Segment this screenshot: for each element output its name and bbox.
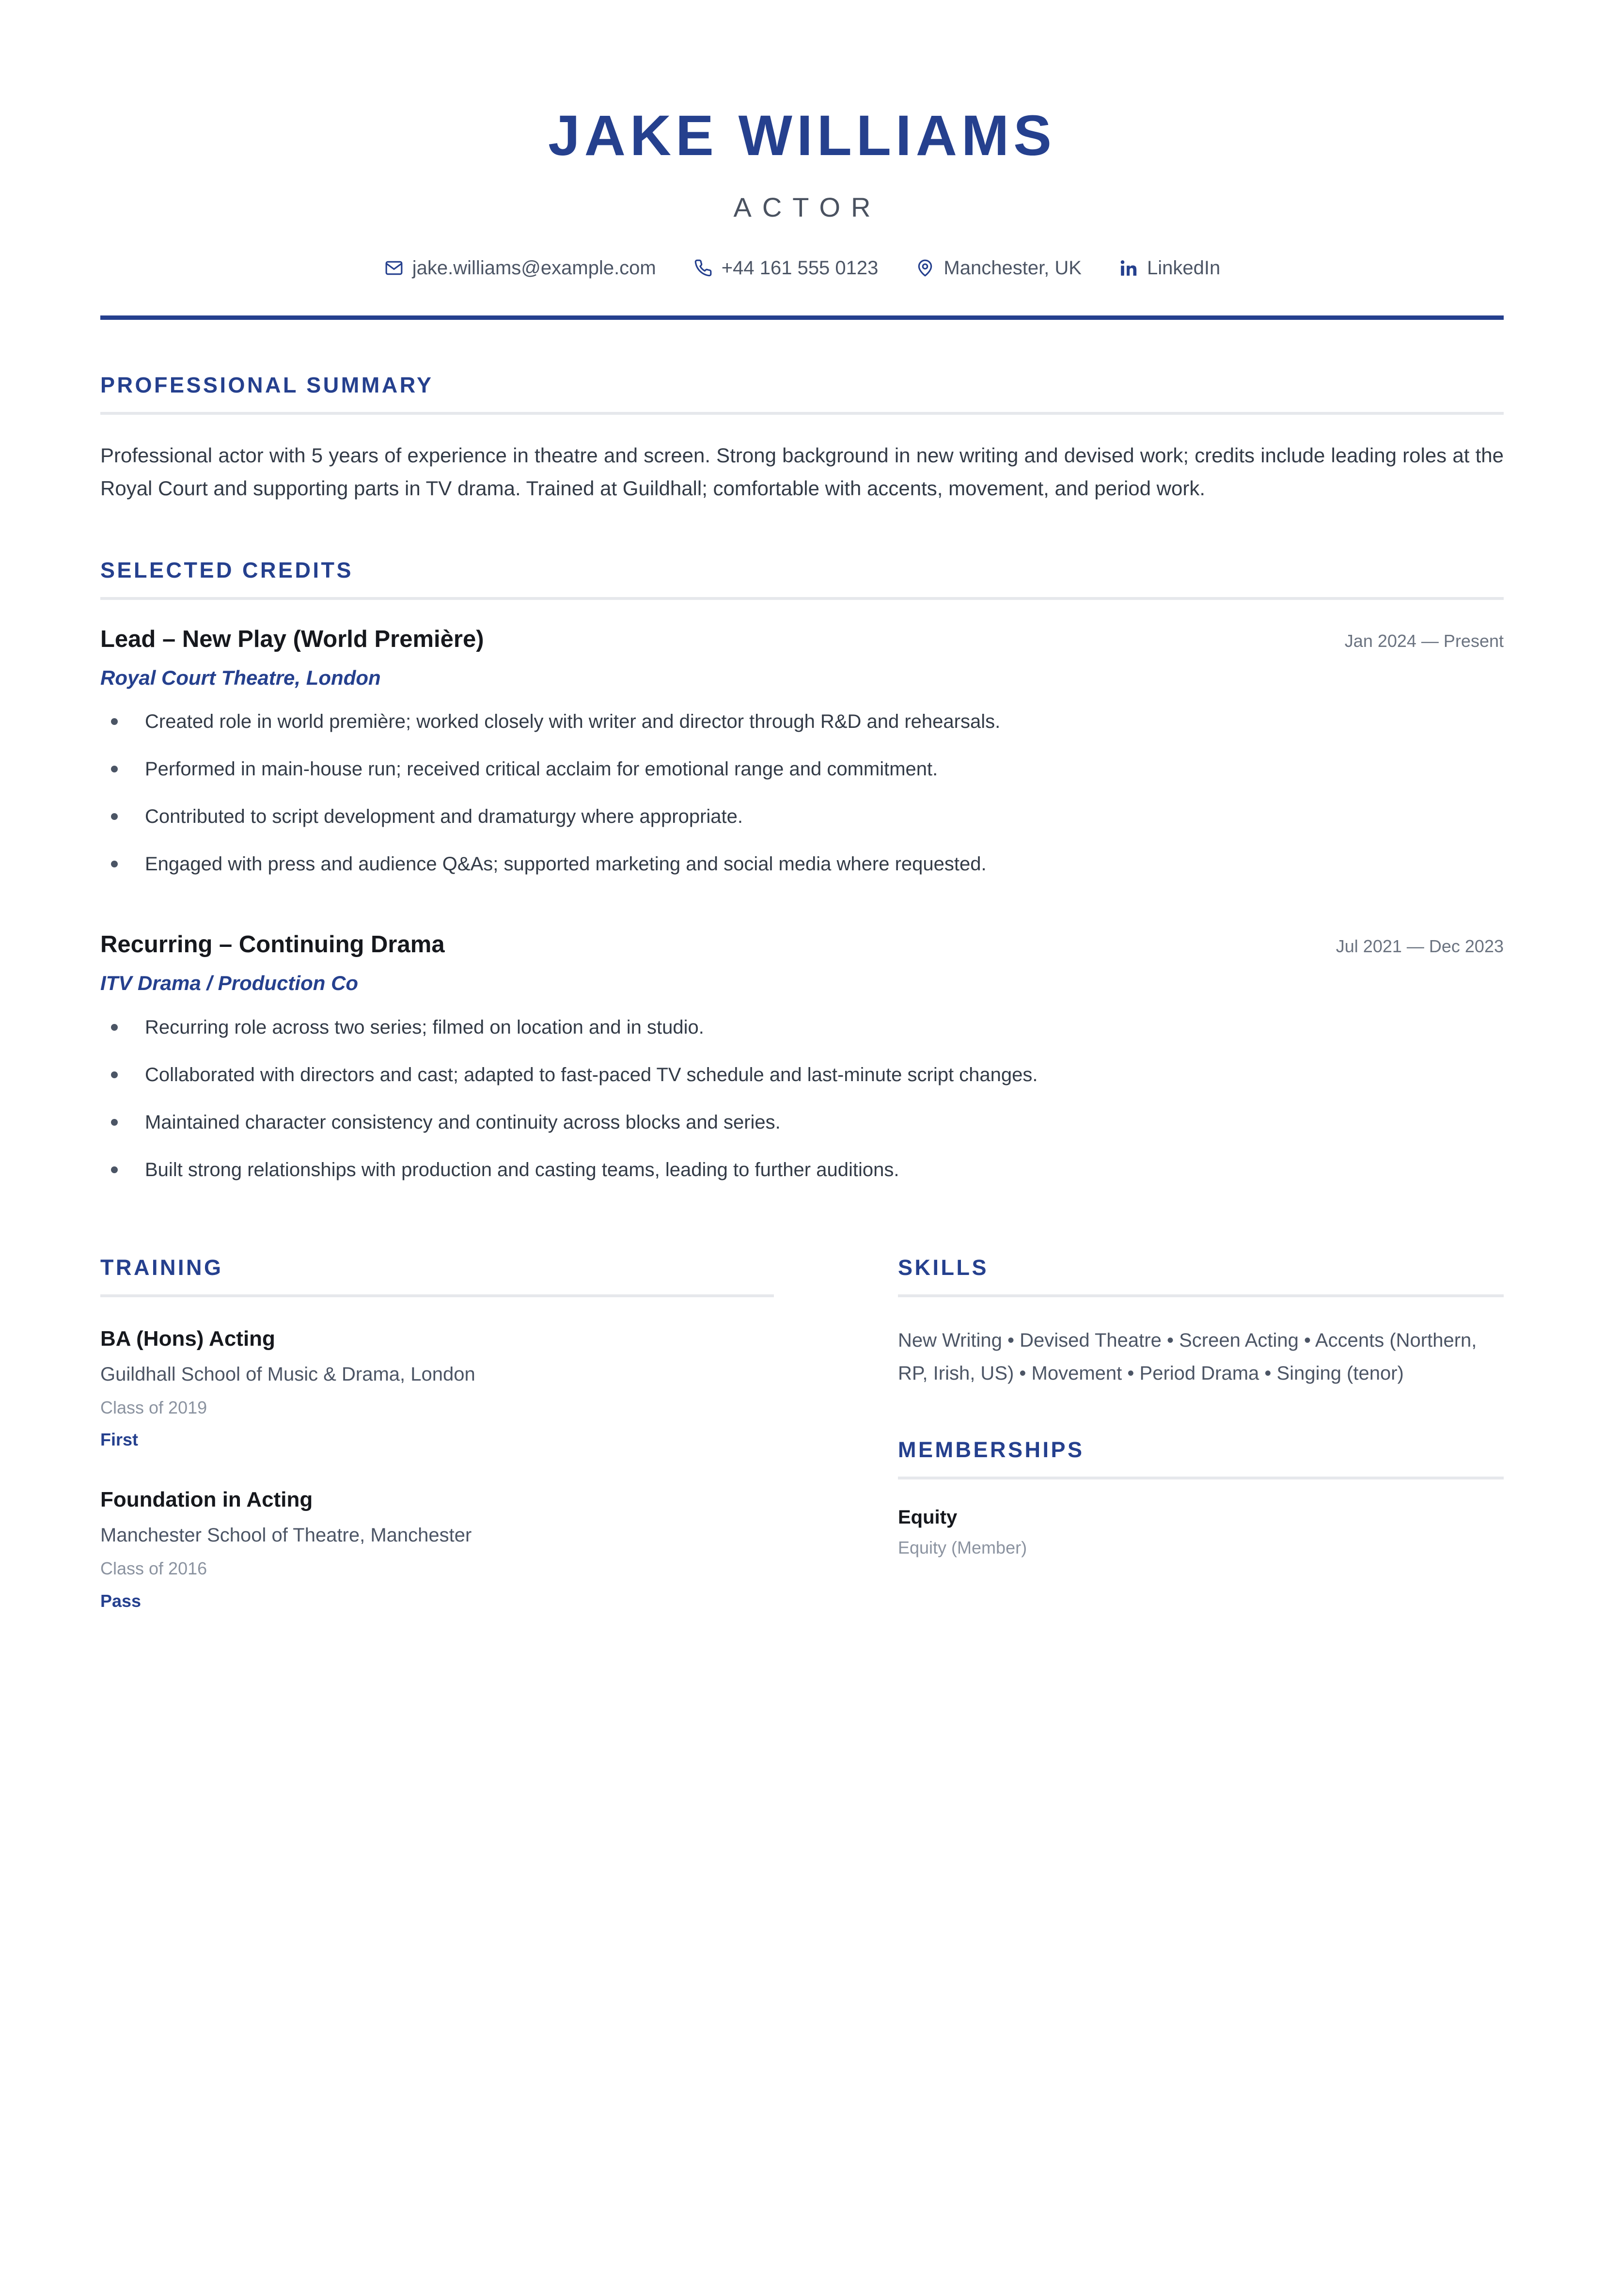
training-degree: BA (Hons) Acting: [100, 1326, 275, 1351]
section-memberships: [898, 1439, 1504, 1559]
section-divider: [100, 412, 1504, 415]
membership-detail: Equity (Member): [898, 1538, 1027, 1558]
linkedin-icon: [1118, 258, 1139, 278]
lower-columns: [100, 1257, 1504, 1613]
training-year: Class of 2019: [100, 1397, 207, 1417]
column-right: [898, 1257, 1504, 1559]
section-selected-credits: [100, 559, 1504, 1183]
training-grade: First: [100, 1430, 139, 1450]
credit-dates: Jan 2024 — Present: [1344, 631, 1504, 651]
phone-icon: [693, 258, 713, 278]
credit-bullet-list: [100, 1013, 1504, 1184]
training-year: Class of 2016: [100, 1558, 207, 1579]
list-item: Engaged with press and audience Q&As; supported marketing and social media where requested.: [100, 850, 1504, 878]
credit-header: [100, 930, 1504, 959]
training-grade: Pass: [100, 1590, 142, 1611]
section-title-memberships: MEMBERSHIPS: [898, 1437, 1085, 1463]
contact-linkedin-text: LinkedIn: [1147, 257, 1221, 279]
section-title-skills: SKILLS: [898, 1255, 989, 1280]
credit-bullet-list: [100, 708, 1504, 878]
section-divider: [100, 597, 1504, 600]
contact-row: [100, 258, 1504, 278]
page-title: JAKE WILLIAMS: [548, 104, 1056, 168]
membership-name: Equity: [898, 1507, 958, 1528]
credit-role: Recurring – Continuing Drama: [100, 931, 445, 958]
contact-linkedin[interactable]: [1118, 258, 1220, 278]
credit-organisation: Royal Court Theatre, London: [100, 666, 381, 689]
training-entry: [100, 1486, 774, 1613]
membership-entry: [898, 1505, 1504, 1559]
credit-organisation: ITV Drama / Production Co: [100, 972, 359, 995]
list-item: Contributed to script development and dramaturgy where appropriate.: [100, 802, 1504, 831]
section-training: [100, 1257, 774, 1613]
list-item: Collaborated with directors and cast; adapted to fast-paced TV schedule and last-minute script changes.: [100, 1061, 1504, 1089]
list-item: Built strong relationships with production and casting teams, leading to further auditions.: [100, 1156, 1504, 1184]
credit-header: [100, 625, 1504, 654]
training-school: Guildhall School of Music & Drama, London: [100, 1363, 475, 1385]
header-divider: [100, 315, 1504, 320]
training-school: Manchester School of Theatre, Manchester: [100, 1525, 472, 1546]
contact-email-text: jake.williams@example.com: [412, 257, 656, 279]
skills-text: New Writing • Devised Theatre • Screen Acting • Accents (Northern, RP, Irish, US) • Movement • Period Drama • Singing (tenor): [898, 1329, 1477, 1384]
list-item: Maintained character consistency and continuity across blocks and series.: [100, 1108, 1504, 1136]
training-entry: [100, 1325, 774, 1452]
job-title: ACTOR: [733, 192, 881, 223]
contact-location-text: Manchester, UK: [944, 257, 1082, 279]
credit-entry: [100, 930, 1504, 1183]
list-item: Created role in world première; worked closely with writer and director through R&D and rehearsals.: [100, 708, 1504, 736]
section-skills: [898, 1257, 1504, 1391]
credit-role: Lead – New Play (World Première): [100, 626, 484, 653]
credits-list: [100, 625, 1504, 1183]
training-degree: Foundation in Acting: [100, 1488, 313, 1512]
resume-header: [100, 0, 1504, 320]
list-item: Performed in main-house run; received critical acclaim for emotional range and commitment.: [100, 755, 1504, 783]
credit-dates: Jul 2021 — Dec 2023: [1336, 936, 1504, 957]
contact-phone[interactable]: [693, 258, 879, 278]
section-title-training: TRAINING: [100, 1255, 223, 1280]
section-title-summary: PROFESSIONAL SUMMARY: [100, 373, 434, 398]
contact-phone-text: +44 161 555 0123: [721, 257, 879, 279]
contact-location: [915, 258, 1082, 278]
email-icon: [384, 258, 404, 278]
section-divider: [898, 1294, 1504, 1297]
contact-email[interactable]: [384, 258, 656, 278]
section-professional-summary: [100, 374, 1504, 505]
list-item: Recurring role across two series; filmed on location and in studio.: [100, 1013, 1504, 1041]
summary-text: Professional actor with 5 years of experience in theatre and screen. Strong background in new writing and devised work; credits include leading roles at the Royal Court and supporting parts in TV drama. Trained at Guildhall; comfortable with accents, movement, and period work.: [100, 444, 1504, 500]
location-icon: [915, 258, 935, 278]
section-divider: [898, 1477, 1504, 1479]
credit-entry: [100, 625, 1504, 878]
column-left: [100, 1257, 774, 1613]
section-title-credits: SELECTED CREDITS: [100, 558, 354, 583]
section-divider: [100, 1294, 774, 1297]
